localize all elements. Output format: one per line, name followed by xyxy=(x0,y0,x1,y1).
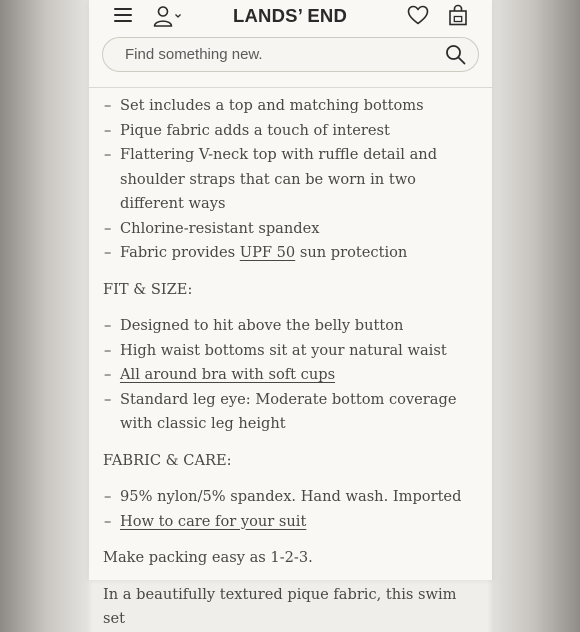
list-item: – Pique fabric adds a touch of interest xyxy=(104,121,390,139)
site-header xyxy=(89,0,492,88)
upf-suffix: sun protection xyxy=(295,244,408,261)
upf-prefix: Fabric provides xyxy=(120,244,240,261)
fit-list xyxy=(103,314,483,437)
search-input[interactable] xyxy=(125,38,425,71)
list-item: – Fabric provides UPF 50 sun protection xyxy=(104,244,408,261)
list-item: – Chlorine-resistant spandex xyxy=(104,219,320,237)
feature-text: Pique fabric adds a touch of interest xyxy=(120,121,390,139)
list-item: – High waist bottoms sit at your natural waist xyxy=(104,341,447,359)
fit-text: Standard leg eye: Moderate bottom coverage with classic leg height xyxy=(120,390,457,432)
fit-heading: FIT & SIZE: xyxy=(103,280,193,298)
feature-text: Chlorine-resistant spandex xyxy=(120,219,320,237)
care-text: 95% nylon/5% spandex. Hand wash. Imported xyxy=(120,488,462,505)
description-paragraph: Make packing easy as 1-2-3. xyxy=(103,549,313,566)
care-link[interactable]: How to care for your suit xyxy=(120,512,307,530)
upf-link[interactable]: UPF 50 xyxy=(239,244,296,261)
list-item: – Set includes a top and matching bottoms xyxy=(104,97,424,114)
description-paragraph: In a beautifully textured pique fabric, this swim set xyxy=(103,585,457,627)
heart-icon[interactable] xyxy=(407,5,429,25)
brand-logo[interactable]: LANDS’ END xyxy=(232,5,348,26)
care-heading: FABRIC & CARE: xyxy=(103,451,232,469)
list-item: – Standard leg eye: Moderate bottom coverage with classic leg height xyxy=(104,390,457,432)
list-item: – Designed to hit above the belly button xyxy=(104,317,404,334)
list-item: – How to care for your suit xyxy=(104,512,307,530)
chevron-down-icon xyxy=(176,15,181,18)
search-icon[interactable] xyxy=(445,44,466,65)
feature-text: Flattering V-neck top with ruffle detail and shoulder straps that can be worn in two different ways xyxy=(120,146,438,212)
feature-text: Set includes a top and matching bottoms xyxy=(120,97,424,114)
list-item: – Flattering V-neck top with ruffle detail and shoulder straps that can be worn in two different ways xyxy=(104,146,438,212)
phone-screen xyxy=(89,0,492,627)
feature-list xyxy=(103,94,483,266)
search-bar[interactable] xyxy=(102,37,479,72)
care-list xyxy=(103,485,483,534)
bra-link[interactable]: All around bra with soft cups xyxy=(120,366,336,383)
list-item: – All around bra with soft cups xyxy=(104,366,336,383)
product-description xyxy=(103,94,483,632)
account-icon[interactable] xyxy=(153,5,185,27)
fit-text: High waist bottoms sit at your natural waist xyxy=(120,341,447,359)
shopping-bag-icon[interactable] xyxy=(448,4,468,26)
menu-icon[interactable] xyxy=(114,7,132,23)
list-item: – 95% nylon/5% spandex. Hand wash. Imported xyxy=(104,488,462,505)
fit-text: Designed to hit above the belly button xyxy=(120,317,404,334)
